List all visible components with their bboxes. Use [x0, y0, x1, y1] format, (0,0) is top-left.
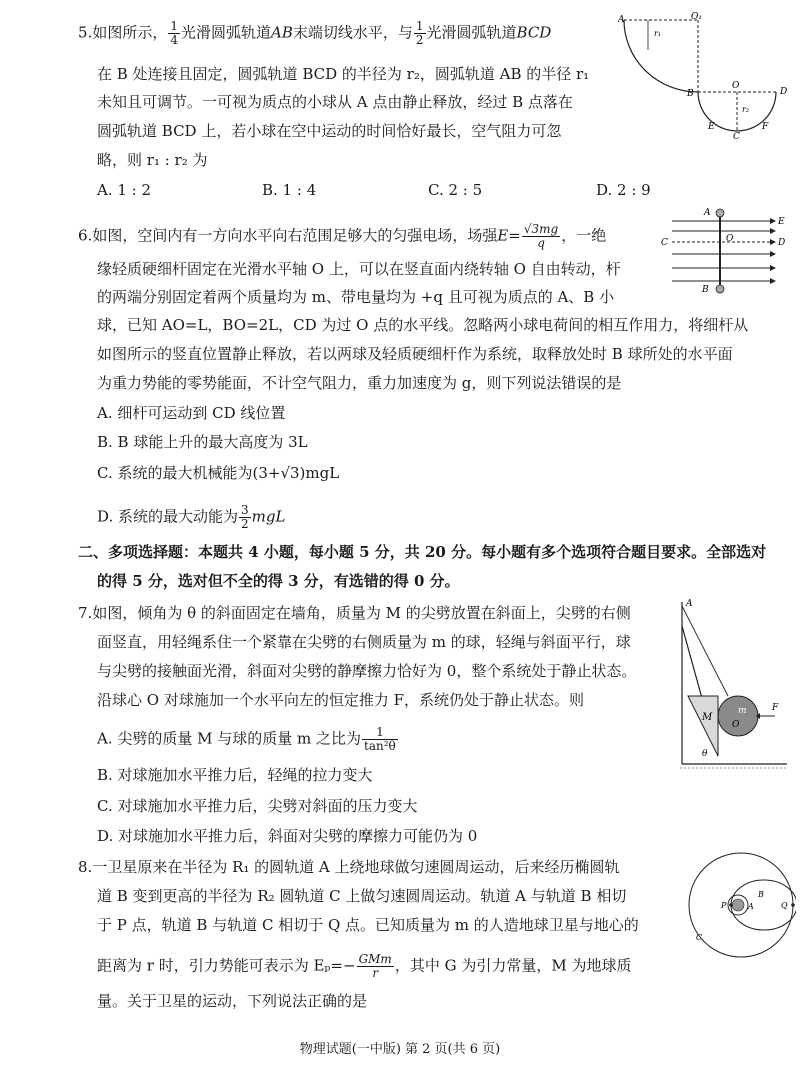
label-o: O: [726, 234, 734, 244]
fraction-mass-ratio: $\frac{1}{\text{tan²θ}}$: [364, 725, 396, 753]
label-a: A: [686, 599, 693, 609]
q8-line-4: 距离为 r 时，引力势能可表示为 Eₚ=− $\frac{\text{GMm}}{r}$ ，其中 G 为引力常量，M 为地球质: [97, 952, 632, 980]
label-a: A: [748, 902, 754, 911]
q6-line-1: 6.如图，空间内有一方向水平向右范围足够大的匀强电场，场强E= $\frac{√3mg}{q}$ ，一绝: [78, 222, 607, 250]
label-a: A: [618, 15, 625, 25]
q7-line-3: 与尖劈的接触面光滑，斜面对尖劈的静摩擦力恰好为 0，整个系统处于静止状态。: [97, 662, 637, 680]
label-c: C: [661, 238, 668, 248]
q5-line-5: 略，则 r₁ : r₂ 为: [97, 151, 208, 169]
label-r1: r₁: [654, 29, 662, 38]
q5-line-4: 圆弧轨道 BCD 上，若小球在空中运动的时间恰好最长，空气阻力可忽: [97, 122, 562, 140]
q7-option-c: C. 对球施加水平推力后，尖劈对斜面的压力变大: [97, 797, 418, 815]
q7-line-1: 7.如图，倾角为 θ 的斜面固定在墙角，质量为 M 的尖劈放置在斜面上，尖劈的右侧: [78, 604, 631, 622]
label-force: F: [772, 703, 779, 713]
label-q: Q: [781, 901, 788, 910]
label-d: D: [778, 238, 786, 248]
section-2-heading-line-1: 二、多项选择题：本题共 4 小题，每小题 5 分，共 20 分。每小题有多个选项符合题目要求。全部选对: [78, 543, 767, 561]
q5-line-3: 未知且可调节。一可视为质点的小球从 A 点由静止释放，经过 B 点落在: [97, 93, 573, 111]
label-o1: O₁: [691, 12, 702, 22]
q6-option-a: A. 细杆可运动到 CD 线位置: [97, 404, 286, 422]
label-c: C: [696, 933, 703, 942]
fraction-three-halves: $\frac{3}{2}$: [241, 503, 249, 531]
fraction-half: $\frac{1}{2}$: [415, 19, 424, 47]
page-footer: 物理试题(一中版) 第 2 页(共 6 页): [299, 1042, 501, 1057]
q6-option-d: D. 系统的最大动能为 $\frac{3}{2}$ mgL: [97, 503, 286, 531]
q7-line-2: 面竖直，用轻绳系住一个紧靠在尖劈的右侧质量为 m 的球，轻绳与斜面平行，球: [97, 633, 631, 651]
label-o: O: [732, 81, 740, 91]
q7-wedge-figure: [672, 596, 792, 774]
label-wedge-mass: M: [702, 712, 713, 723]
label-f: F: [762, 122, 769, 132]
q6-line-4: 球，已知 AO=L，BO=2L，CD 为过 O 点的水平线。忽略两小球电荷间的相互作用力，将细杆从: [97, 316, 749, 334]
q5-option-a: A. 1 : 2: [97, 181, 152, 199]
q8-line-3: 于 P 点，轨道 B 与轨道 C 相切于 Q 点。已知质量为 m 的人造地球卫星与地心的: [97, 916, 639, 934]
fraction-field: $\frac{√3mg}{q}$: [523, 222, 559, 250]
label-b: B: [702, 285, 709, 295]
q6-option-b: B. B 球能上升的最大高度为 3L: [97, 433, 308, 451]
fraction-potential-energy: $\frac{\text{GMm}}{r}$: [358, 952, 392, 980]
q8-line-1: 8.一卫星原来在半径为 R₁ 的圆轨道 A 上绕地球做匀速圆周运动，后来经历椭圆轨: [78, 858, 620, 876]
q5-option-b: B. 1 : 4: [262, 181, 317, 199]
q8-orbit-figure: [686, 850, 796, 960]
q5-option-d: D. 2 : 9: [596, 181, 651, 199]
q6-line-6: 为重力势能的零势能面，不计空气阻力，重力加速度为 g，则下列说法错误的是: [97, 374, 622, 392]
label-ball-mass: m: [738, 706, 747, 716]
q5-line-2: 在 B 处连接且固定，圆弧轨道 BCD 的半径为 r₂，圆弧轨道 AB 的半径 r₁: [97, 65, 590, 83]
label-a: A: [704, 208, 711, 218]
label-e: E: [708, 122, 715, 132]
q6-line-5: 如图所示的竖直位置静止释放，若以两球及轻质硬细杆作为系统，取释放处时 B 球所处的水平面: [97, 345, 733, 363]
q5-track-figure: [618, 10, 788, 140]
label-e: E: [778, 217, 785, 227]
label-o: O: [732, 720, 740, 730]
q6-option-c: C. 系统的最大机械能为(3+√3)mgL: [97, 464, 340, 482]
q8-line-2: 道 B 变到更高的半径为 R₂ 圆轨道 C 上做匀速圆周运动。轨道 A 与轨道 B 相切: [97, 887, 627, 905]
section-2-heading-line-2: 的得 5 分，选对但不全的得 3 分，有选错的得 0 分。: [97, 572, 460, 590]
q5-option-c: C. 2 : 5: [428, 181, 483, 199]
label-d: D: [780, 87, 788, 97]
label-p: P: [721, 901, 727, 910]
q7-line-4: 沿球心 O 对球施加一个水平向左的恒定推力 F，系统仍处于静止状态。则: [97, 691, 585, 709]
q6-line-3: 的两端分别固定着两个质量均为 m、带电量均为 +q 且可视为质点的 A、B 小: [97, 288, 615, 306]
q7-option-d: D. 对球施加水平推力后，斜面对尖劈的摩擦力可能仍为 0: [97, 827, 478, 845]
q8-line-5: 量。关于卫星的运动，下列说法正确的是: [97, 992, 368, 1010]
label-theta: θ: [702, 749, 708, 759]
q5-line-1: 5.如图所示， $\frac{1}{4}$ 光滑圆弧轨道AB末端切线水平，与 $\frac{1}{2}$ 光滑圆弧轨道BCD: [78, 19, 552, 47]
q7-option-b: B. 对球施加水平推力后，轻绳的拉力变大: [97, 766, 373, 784]
fraction-quarter: $\frac{1}{4}$: [170, 19, 178, 47]
label-b: B: [758, 890, 764, 899]
q6-line-2: 缘轻质硬细杆固定在光滑水平轴 O 上，可以在竖直面内绕转轴 O 自由转动，杆: [97, 260, 621, 278]
label-b: B: [687, 89, 694, 99]
label-r2: r₂: [742, 105, 750, 114]
label-c: C: [733, 132, 740, 140]
q7-option-a: A. 尖劈的质量 M 与球的质量 m 之比为 $\frac{1}{\text{tan²θ}}$: [97, 725, 396, 753]
q6-field-figure: [660, 204, 790, 296]
